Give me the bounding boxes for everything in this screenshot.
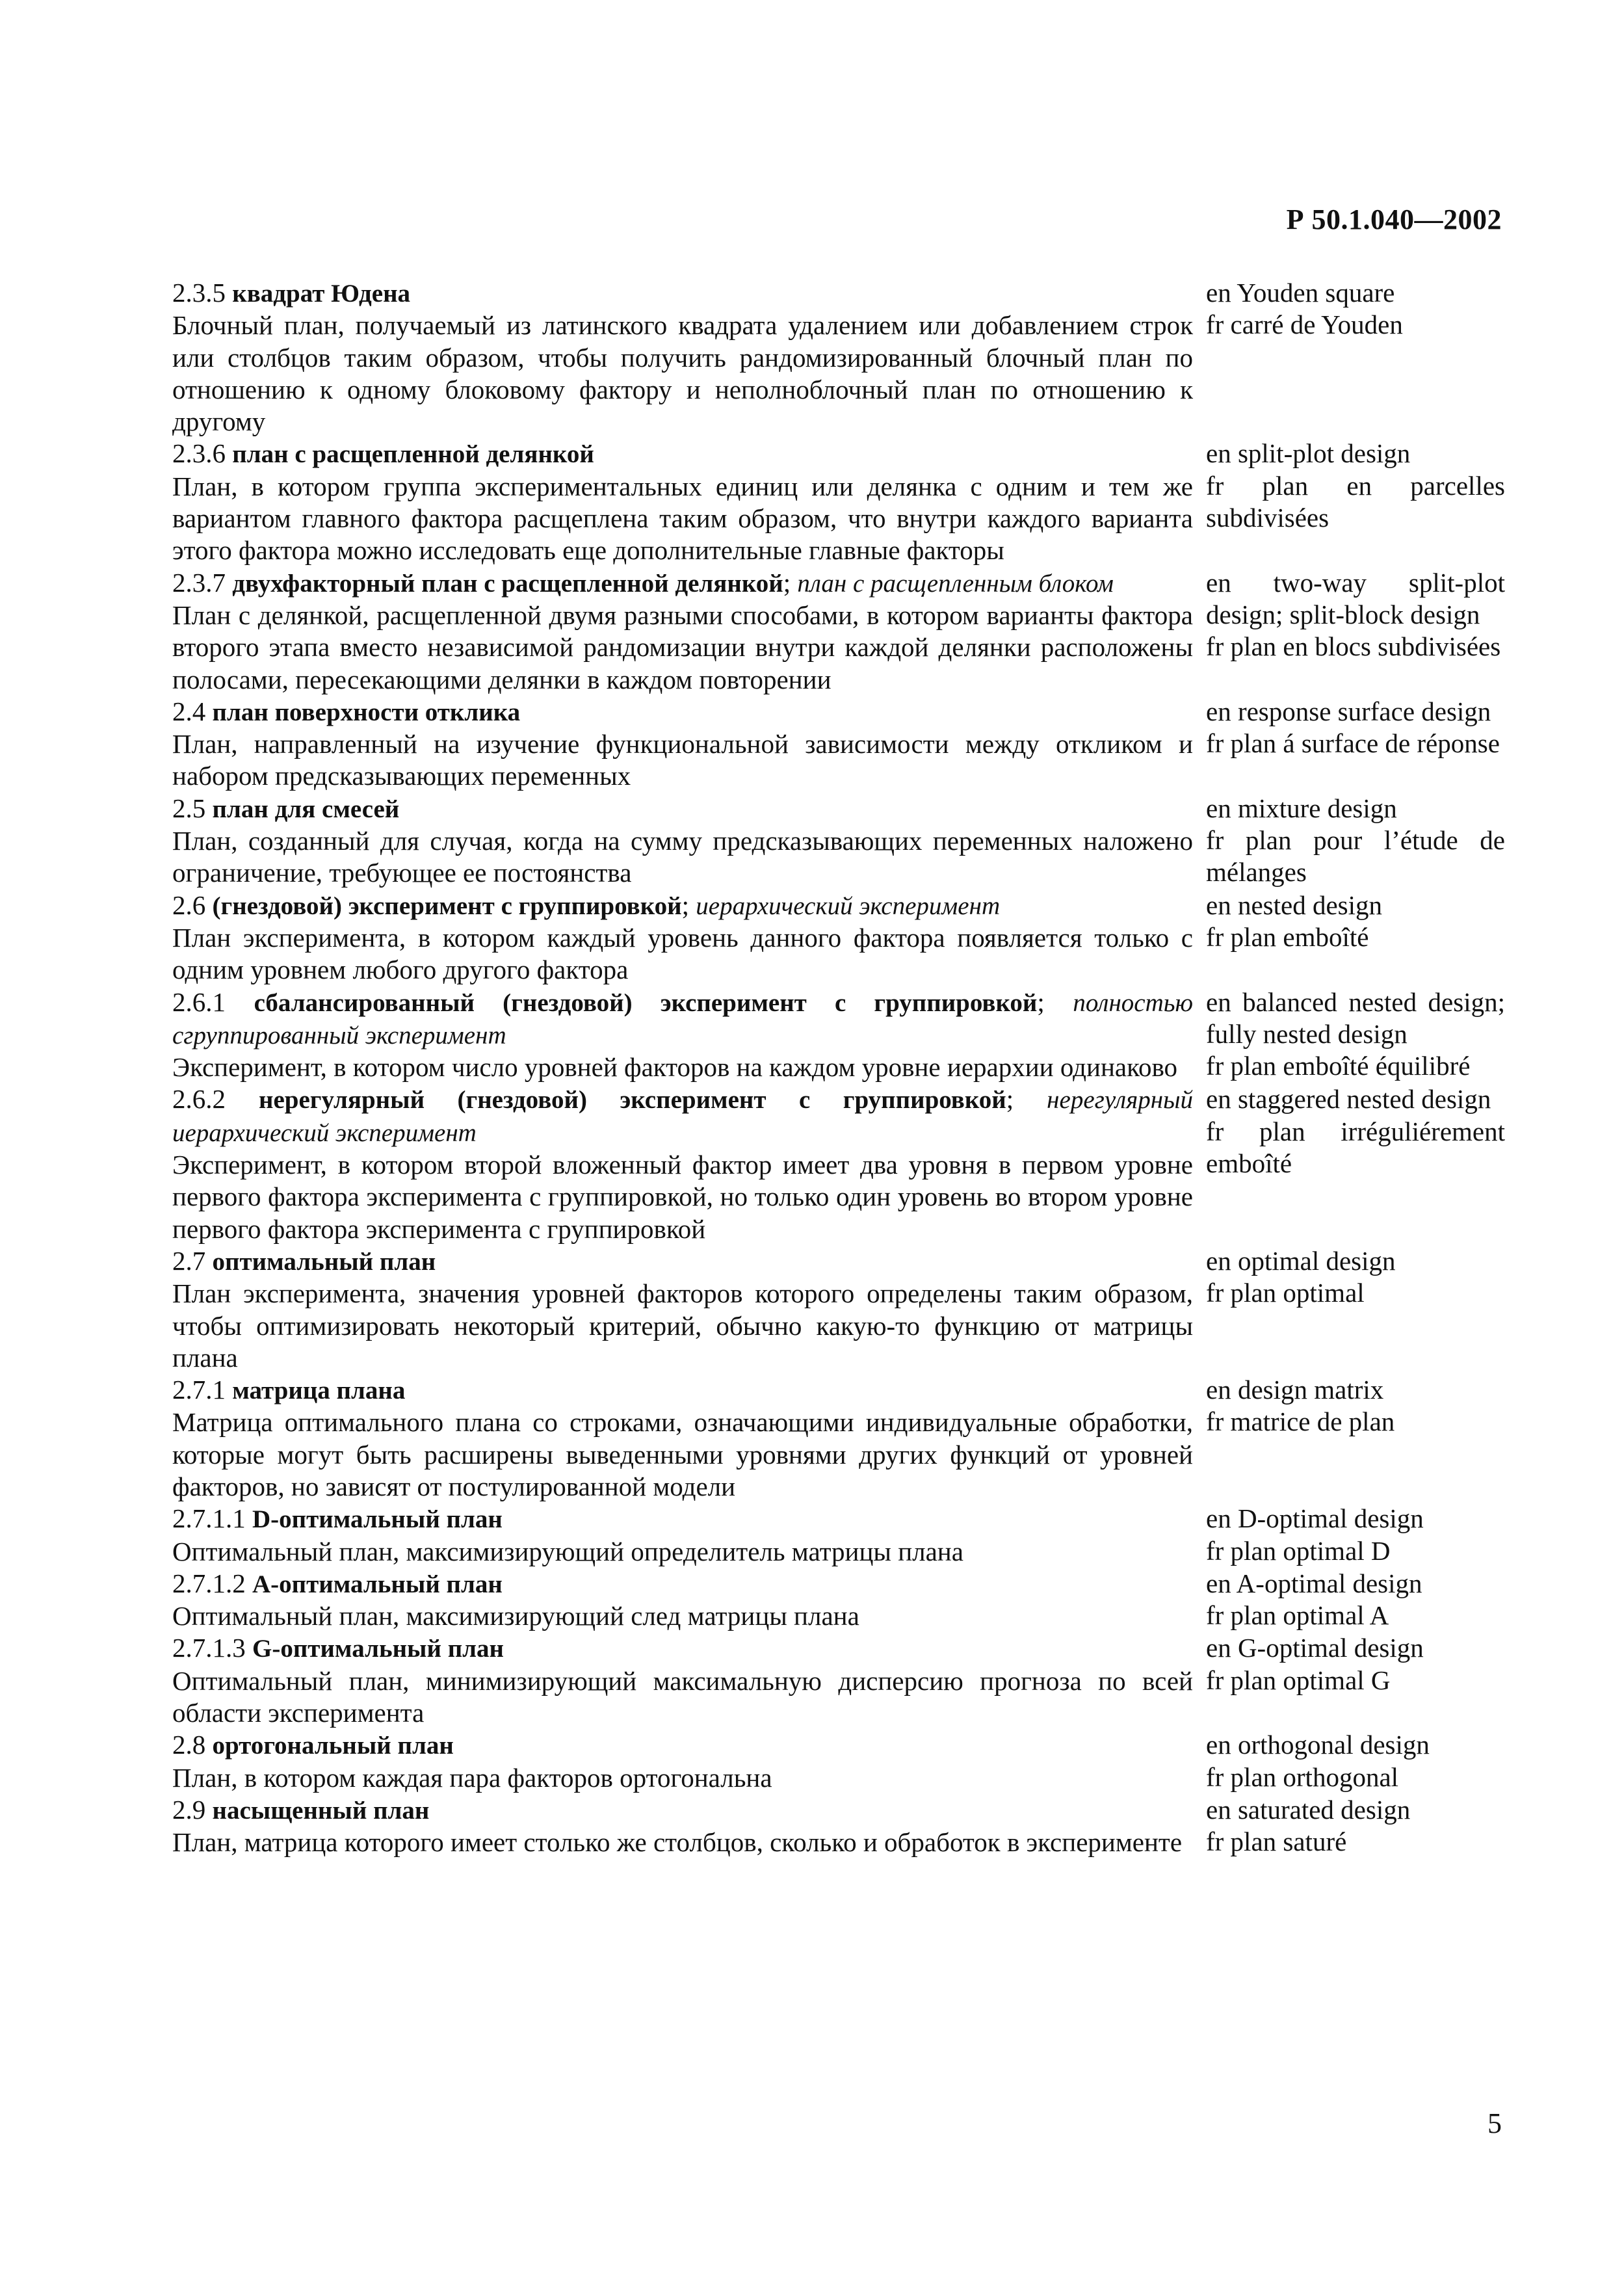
term-en: en two-way split-plot design; split-block design (1206, 567, 1505, 629)
term-entry-body (172, 696, 1193, 793)
term-fr: fr plan pour l’étude de mélanges (1206, 825, 1505, 888)
term-definition: Матрица оптимального плана со строками, означающими индивидуальные обработки, которые могут быть расширены выведенными уровнями других функций от уровней факторов, но зависят от постулированной модели (172, 1407, 1193, 1501)
term-translations (1193, 696, 1505, 793)
document-code: Р 50.1.040—2002 (1286, 204, 1502, 235)
term-name: насыщенный план (212, 1796, 430, 1825)
term-translations (1193, 1568, 1505, 1633)
term-separator: ; (1006, 1084, 1014, 1115)
term-heading (172, 1503, 1193, 1535)
term-number: 2.7.1.1 (172, 1503, 246, 1534)
term-name: D-оптимальный план (252, 1505, 503, 1534)
page-number: 5 (1487, 2107, 1502, 2139)
term-heading (172, 1245, 1193, 1278)
term-entry (172, 438, 1505, 566)
term-entry (172, 1632, 1505, 1729)
term-en: en nested design (1206, 890, 1382, 920)
term-synonym: иерархический эксперимент (696, 891, 1001, 920)
term-translations (1193, 438, 1505, 566)
term-fr: fr plan optimal (1206, 1278, 1365, 1308)
term-definition: План, матрица которого имеет столько же столбцов, сколько и обработок в эксперименте (172, 1827, 1183, 1858)
term-entry (172, 890, 1505, 986)
term-name: план с расщепленной делянкой (232, 440, 594, 469)
term-translations (1193, 1245, 1505, 1374)
term-list (172, 277, 1505, 1859)
term-heading (172, 793, 1193, 825)
term-entry (172, 277, 1505, 438)
term-entry-body (172, 1632, 1193, 1729)
term-entry (172, 567, 1505, 696)
term-name: двухфакторный план с расщепленной делянкой (232, 569, 783, 598)
term-definition: План эксперимента, в котором каждый уровень данного фактора появляется только с одним уровнем любого другого фактора (172, 922, 1193, 985)
term-definition: Оптимальный план, минимизирующий максимальную дисперсию прогноза по всей области эксперимента (172, 1665, 1193, 1728)
term-name: план поверхности отклика (212, 698, 521, 726)
term-definition: Блочный план, получаемый из латинского квадрата удалением или добавлением строк или столбцов таким образом, чтобы получить рандомизированный блочный план по отношению к одному блоковому фактору и неполноблочный план по отношению к другому (172, 310, 1193, 437)
term-name: А-оптимальный план (252, 1570, 503, 1598)
term-heading (172, 986, 1193, 1052)
term-fr: fr plan en blocs subdivisées (1206, 631, 1501, 662)
term-fr: fr plan en parcelles subdivisées (1206, 470, 1505, 533)
term-fr: fr plan emboîté équilibré (1206, 1051, 1471, 1081)
term-name: план для смесей (212, 795, 400, 823)
term-name: (гнездовой) эксперимент с группировкой (212, 891, 682, 920)
term-number: 2.9 (172, 1794, 206, 1825)
term-definition: План, в котором группа экспериментальных единиц или делянка с одним и тем же вариантом главного фактора расщеплена таким образом, что внутри каждого варианта этого фактора можно исследовать еще дополнительные главные факторы (172, 471, 1193, 566)
term-heading (172, 1729, 1193, 1762)
term-heading (172, 277, 1193, 310)
term-number: 2.3.5 (172, 278, 226, 308)
term-separator: ; (1037, 986, 1045, 1017)
term-definition: План, созданный для случая, когда на сумму предсказывающих переменных наложено ограничение, требующее ее постоянства (172, 826, 1193, 888)
term-definition: План, направленный на изучение функциональной зависимости между откликом и набором предсказывающих переменных (172, 729, 1193, 791)
term-heading (172, 1632, 1193, 1665)
term-name: ортогональный план (212, 1732, 454, 1760)
term-definition: Оптимальный план, максимизирующий определитель матрицы плана (172, 1536, 963, 1566)
term-en: en mixture design (1206, 793, 1397, 823)
term-en: en split-plot design (1206, 438, 1411, 469)
term-entry (172, 1729, 1505, 1794)
term-en: en A-optimal design (1206, 1568, 1422, 1598)
term-fr: fr plan optimal A (1206, 1600, 1389, 1631)
term-number: 2.7.1.3 (172, 1633, 246, 1663)
term-en: en G-optimal design (1206, 1633, 1424, 1663)
term-separator: ; (783, 567, 791, 598)
term-heading (172, 890, 1193, 922)
term-synonym: план с расщепленным блоком (797, 569, 1114, 598)
term-number: 2.3.7 (172, 567, 226, 598)
term-heading (172, 1794, 1193, 1827)
term-entry (172, 1568, 1505, 1633)
term-definition: Эксперимент, в котором второй вложенный фактор имеет два уровня в первом уровне первого фактора эксперимента с группировкой, но только один уровень во втором уровне первого фактора эксперимента с группировкой (172, 1150, 1193, 1244)
term-en: en response surface design (1206, 696, 1491, 726)
term-en: en D-optimal design (1206, 1503, 1424, 1534)
term-number: 2.3.6 (172, 438, 226, 469)
term-translations (1193, 277, 1505, 438)
term-heading (172, 567, 1193, 600)
term-entry-body (172, 1568, 1193, 1633)
term-heading (172, 696, 1193, 728)
term-number: 2.6.1 (172, 986, 226, 1017)
term-number: 2.7 (172, 1245, 206, 1276)
term-fr: fr plan orthogonal (1206, 1762, 1399, 1792)
term-entry-body (172, 277, 1193, 438)
term-entry-body (172, 567, 1193, 696)
term-name: G-оптимальный план (252, 1635, 504, 1663)
term-fr: fr plan optimal G (1206, 1665, 1391, 1695)
term-fr: fr plan saturé (1206, 1827, 1347, 1857)
term-translations (1193, 890, 1505, 986)
term-translations (1193, 1374, 1505, 1503)
term-en: en saturated design (1206, 1794, 1411, 1825)
term-heading (172, 1083, 1193, 1149)
term-number: 2.6.2 (172, 1084, 226, 1115)
term-number: 2.5 (172, 793, 206, 823)
term-translations (1193, 1083, 1505, 1245)
term-en: en design matrix (1206, 1375, 1384, 1405)
term-number: 2.7.1 (172, 1375, 226, 1405)
term-heading (172, 438, 1193, 470)
term-heading (172, 1374, 1193, 1406)
term-en: en staggered nested design (1206, 1084, 1491, 1115)
term-entry (172, 1503, 1505, 1568)
term-entry (172, 1245, 1505, 1374)
term-entry-body (172, 438, 1193, 566)
term-entry-body (172, 890, 1193, 986)
term-en: en balanced nested design; fully nested design (1206, 986, 1505, 1049)
term-translations (1193, 1794, 1505, 1859)
term-name: сбалансированный (гнездовой) эксперимент с группировкой (254, 988, 1038, 1017)
term-entry-body (172, 1374, 1193, 1503)
term-en: en Youden square (1206, 278, 1395, 308)
term-translations (1193, 567, 1505, 696)
term-translations (1193, 986, 1505, 1084)
term-synonym: полностью сгруппированный эксперимент (172, 988, 1194, 1049)
term-entry (172, 696, 1505, 793)
term-synonym: нерегулярный иерархический эксперимент (172, 1086, 1194, 1147)
term-translations (1193, 1503, 1505, 1568)
term-entry-body (172, 1794, 1193, 1859)
term-definition: План с делянкой, расщепленной двумя разными способами, в котором варианты фактора второго этапа вместо независимой рандомизации внутри каждой делянки расположены полосами, пересекающими делянки в каждом повторении (172, 600, 1193, 694)
term-definition: Эксперимент, в котором число уровней факторов на каждом уровне иерархии одинаково (172, 1052, 1178, 1083)
term-definition: Оптимальный план, максимизирующий след матрицы плана (172, 1601, 859, 1631)
term-name: оптимальный план (212, 1247, 436, 1276)
term-name: квадрат Юдена (232, 280, 411, 308)
term-entry (172, 1083, 1505, 1245)
term-fr: fr matrice de plan (1206, 1406, 1395, 1437)
term-translations (1193, 1729, 1505, 1794)
term-en: en orthogonal design (1206, 1730, 1430, 1760)
term-name: нерегулярный (гнездовой) эксперимент с группировкой (258, 1086, 1006, 1115)
term-number: 2.8 (172, 1730, 206, 1760)
term-fr: fr plan á surface de réponse (1206, 728, 1500, 759)
term-separator: ; (681, 890, 690, 920)
term-entry-body (172, 1729, 1193, 1794)
term-entry-body (172, 1245, 1193, 1374)
term-entry (172, 1794, 1505, 1859)
term-definition: План, в котором каждая пара факторов ортогональна (172, 1762, 772, 1793)
term-translations (1193, 793, 1505, 890)
term-entry (172, 793, 1505, 890)
term-entry-body (172, 793, 1193, 890)
term-number: 2.6 (172, 890, 206, 920)
term-entry-body (172, 1083, 1193, 1245)
term-fr: fr plan irréguliérement emboîté (1206, 1116, 1505, 1179)
term-entry (172, 986, 1505, 1084)
term-entry (172, 1374, 1505, 1503)
term-fr: fr plan emboîté (1206, 921, 1369, 952)
term-translations (1193, 1632, 1505, 1729)
term-heading (172, 1568, 1193, 1600)
term-fr: fr plan optimal D (1206, 1535, 1391, 1566)
term-en: en optimal design (1206, 1245, 1396, 1276)
term-number: 2.7.1.2 (172, 1568, 246, 1598)
term-number: 2.4 (172, 696, 206, 726)
term-name: матрица плана (232, 1377, 406, 1405)
term-entry-body (172, 986, 1193, 1084)
term-fr: fr carré de Youden (1206, 310, 1403, 340)
term-definition: План эксперимента, значения уровней факторов которого определены таким образом, чтобы оптимизировать некоторый критерий, обычно какую-то функцию от матрицы плана (172, 1278, 1193, 1373)
term-entry-body (172, 1503, 1193, 1568)
